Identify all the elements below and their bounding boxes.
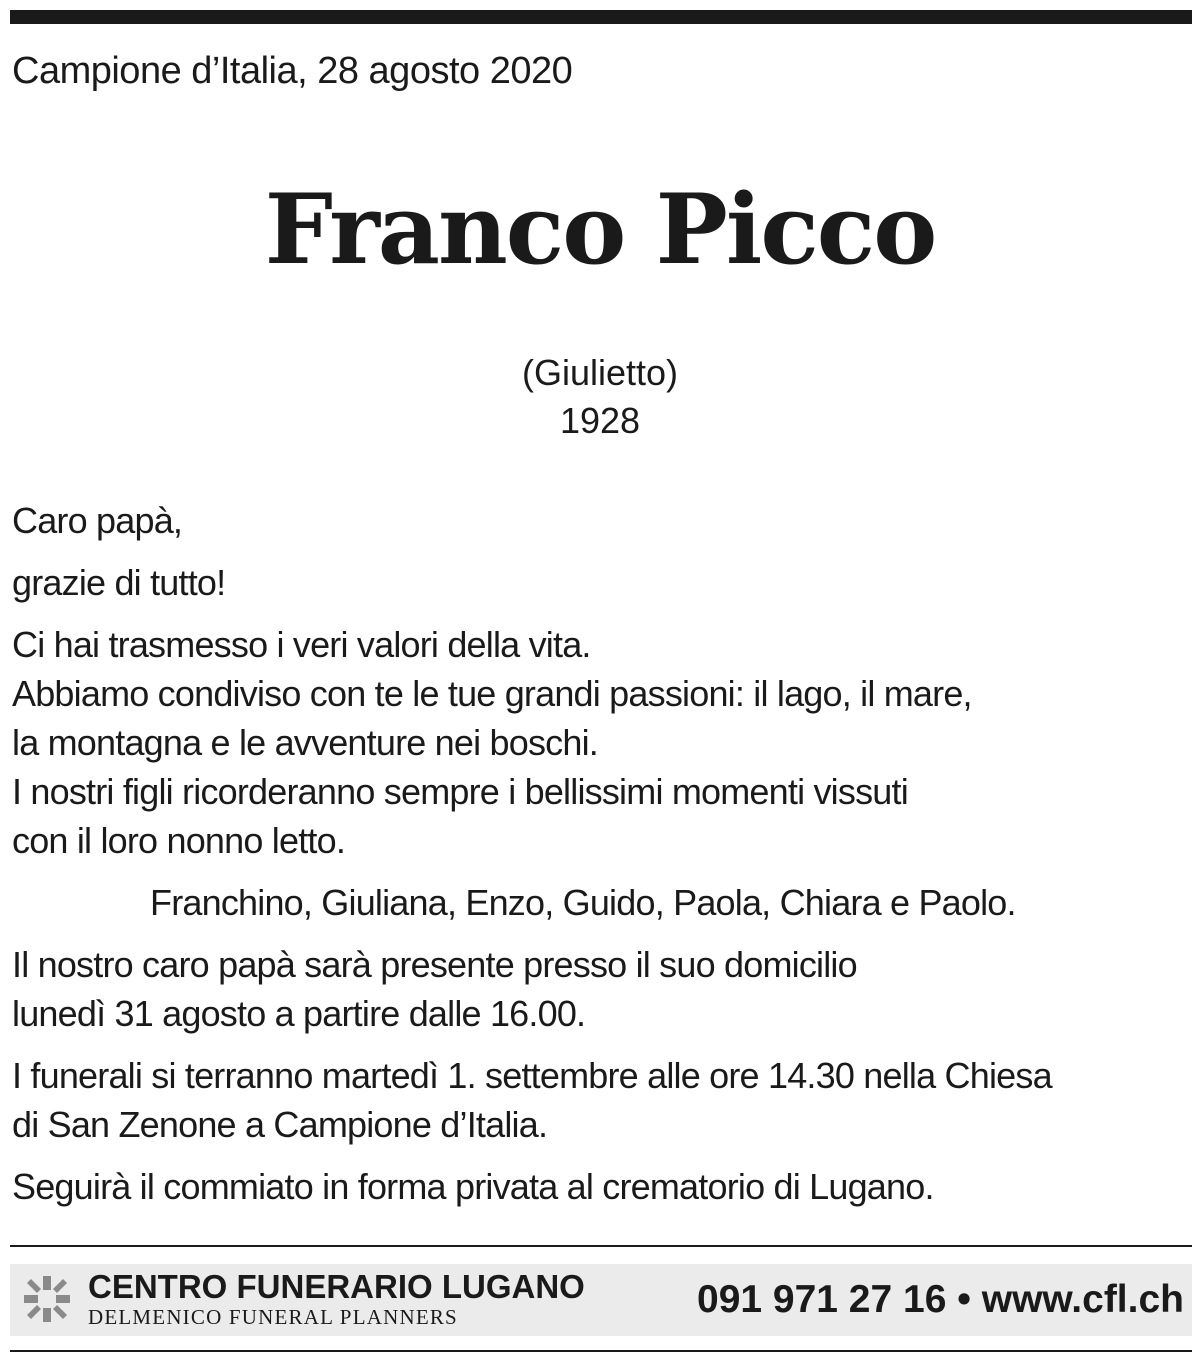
thanks-line: grazie di tutto! [12,562,226,603]
funeral-line: di San Zenone a Campione d’Italia. [12,1104,548,1145]
footer-top-rule [10,1245,1192,1247]
funeral-line: I funerali si terranno martedì 1. settembre alle ore 14.30 nella Chiesa [12,1055,1052,1096]
deceased-birth-year: 1928 [559,400,641,441]
message-line: la montagna e le avventure nei boschi. [12,722,598,763]
message-line: Abbiamo condiviso con te le tue grandi passioni: il lago, il mare, [12,673,972,714]
viewing-line: lunedì 31 agosto a partire dalle 16.00. [12,993,586,1034]
cfl-logo-icon [22,1274,72,1324]
brand-name: CENTRO FUNERARIO LUGANO [88,1268,585,1305]
top-rule [10,10,1192,24]
signatories: Franchino, Giuliana, Enzo, Guido, Paola, Chiara e Paolo. [150,882,1016,923]
message-line: I nostri figli ricorderanno sempre i bellissimi momenti vissuti [12,771,908,812]
brand-subtitle: DELMENICO FUNERAL PLANNERS [88,1305,458,1329]
contact-info: 091 971 27 16 • www.cfl.ch [697,1278,1184,1321]
message-line: con il loro nonno letto. [12,820,346,861]
place-date: Campione d’Italia, 28 agosto 2020 [12,50,573,92]
salutation: Caro papà, [12,500,183,541]
message-line: Ci hai trasmesso i veri valori della vita. [12,624,591,665]
cremation-line: Seguirà il commiato in forma privata al crematorio di Lugano. [12,1166,934,1207]
deceased-name: Franco Picco [264,173,936,286]
viewing-line: Il nostro caro papà sarà presente presso il suo domicilio [12,944,857,985]
deceased-nickname: (Giulietto) [521,352,679,393]
footer-bottom-rule [10,1350,1192,1352]
